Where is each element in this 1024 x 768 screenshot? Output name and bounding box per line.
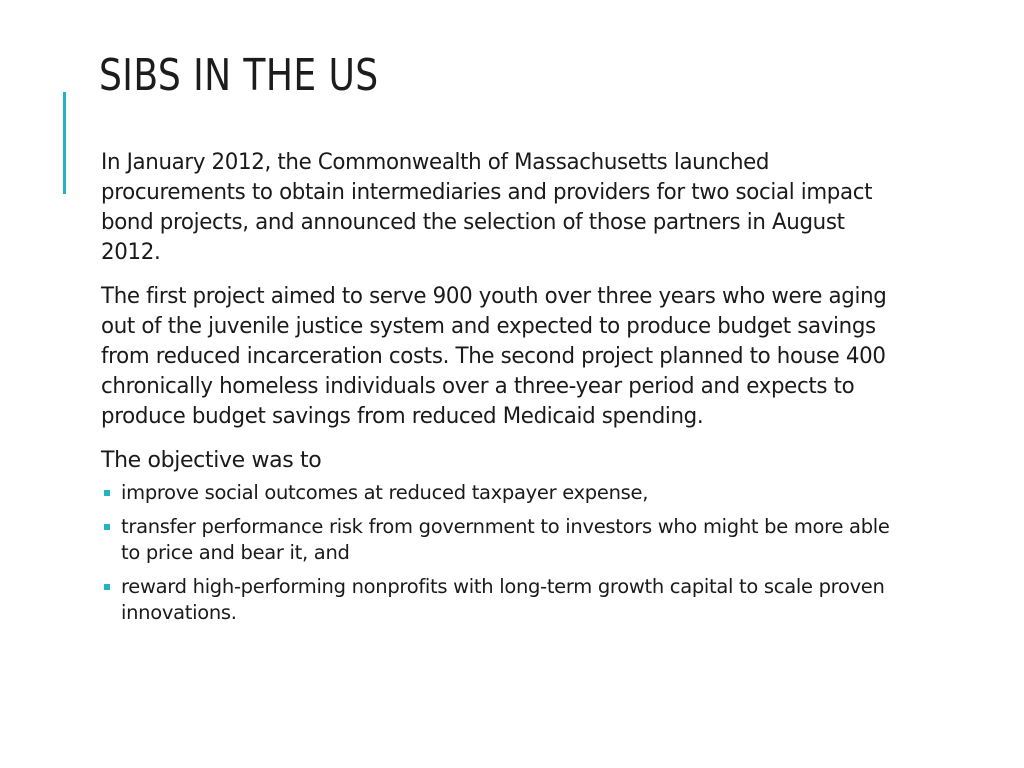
- accent-bar: [63, 92, 66, 194]
- objective-list: [101, 480, 921, 626]
- paragraph-projects: The first project aimed to serve 900 youth over three years who were aging out of the juvenile justice system and expected to produce budget savings from reduced incarceration costs. The second project planned to house 400 chronically homeless individuals over a three-year period and expects to produce budget savings from reduced Medicaid spending.: [101, 284, 887, 429]
- list-item: [101, 514, 901, 566]
- square-bullet-icon: [104, 584, 110, 590]
- list-item: [101, 574, 901, 626]
- slide-body: [101, 148, 921, 634]
- bullet-text: transfer performance risk from government to investors who might be more able to price and bear it, and: [121, 515, 890, 564]
- slide-title: SIBS IN THE US: [99, 50, 379, 101]
- paragraph-massachusetts-launch: In January 2012, the Commonwealth of Massachusetts launched procurements to obtain intermediaries and providers for two social impact bond projects, and announced the selection of those partners in August 2012.: [101, 150, 873, 265]
- list-item: [101, 480, 901, 506]
- square-bullet-icon: [104, 524, 110, 530]
- objective-intro: The objective was to: [101, 448, 322, 473]
- square-bullet-icon: [104, 490, 110, 496]
- bullet-text: reward high-performing nonprofits with long-term growth capital to scale proven innovations.: [121, 575, 885, 624]
- bullet-text: improve social outcomes at reduced taxpayer expense,: [121, 481, 649, 504]
